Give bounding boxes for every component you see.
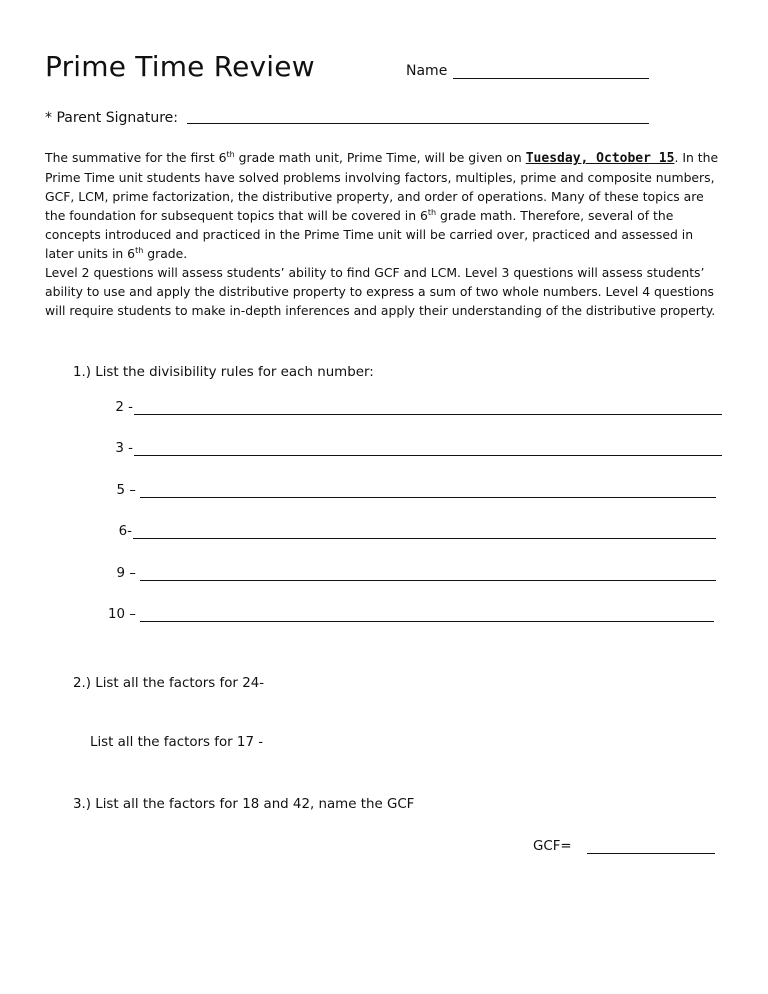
question-2-factors-24: 2.) List all the factors for 24- — [73, 676, 265, 691]
rule-label-10: 10 – — [108, 607, 136, 622]
intro-text-3: . In the Prime Time unit students have solved problems involving factors, multiples, prime and composite numbers, GCF, LCM, prime factorization, the distributive property, and order of operations. Many of these topics are the foundation for subsequent topics that will be covered in 6 — [45, 150, 719, 223]
rule-answer-line-9[interactable] — [140, 580, 716, 581]
intro-paragraph — [45, 148, 723, 320]
page-title: Prime Time Review — [45, 50, 315, 83]
name-label: Name — [406, 63, 448, 79]
superscript-th: th — [427, 207, 437, 217]
gcf-answer-line[interactable] — [587, 853, 715, 854]
gcf-label: GCF= — [533, 839, 572, 854]
parent-signature-line[interactable] — [187, 123, 649, 124]
question-1: 1.) List the divisibility rules for each number: — [73, 365, 374, 380]
rule-label-6: 6- — [118, 524, 132, 539]
superscript-th: th — [135, 245, 144, 255]
name-field-line[interactable] — [453, 78, 649, 79]
intro-text-5: grade. — [143, 246, 188, 261]
rule-answer-line-5[interactable] — [140, 497, 716, 498]
intro-text-2: grade math unit, Prime Time, will be given on — [234, 150, 526, 165]
question-2-factors-17: List all the factors for 17 - — [90, 735, 264, 750]
rule-answer-line-3[interactable] — [134, 455, 722, 456]
due-date: Tuesday, October 15 — [525, 151, 675, 166]
rule-answer-line-2[interactable] — [134, 414, 722, 415]
intro-text-1: The summative for the first 6 — [45, 150, 227, 165]
rule-label-5: 5 – — [116, 483, 136, 498]
rule-label-3: 3 - — [115, 441, 133, 456]
rule-answer-line-10[interactable] — [140, 621, 714, 622]
question-3: 3.) List all the factors for 18 and 42, name the GCF — [73, 797, 415, 812]
rule-label-9: 9 – — [116, 566, 136, 581]
intro-levels-text: Level 2 questions will assess students’ ability to find GCF and LCM. Level 3 questions will assess students’ ability to use and apply the distributive property to express a sum of two whole numbers. Level 4 questions will require students to make in-depth inferences and apply their understanding of the distributive property. — [45, 265, 716, 318]
parent-signature-label: * Parent Signature: — [45, 110, 178, 126]
superscript-th: th — [226, 149, 235, 159]
intro-text-4: grade math. Therefore, several of the concepts introduced and practiced in the Prime Time unit will be carried over, practiced and assessed in later units in 6 — [45, 208, 694, 261]
rule-label-2: 2 - — [115, 400, 133, 415]
rule-answer-line-6[interactable] — [133, 538, 716, 539]
